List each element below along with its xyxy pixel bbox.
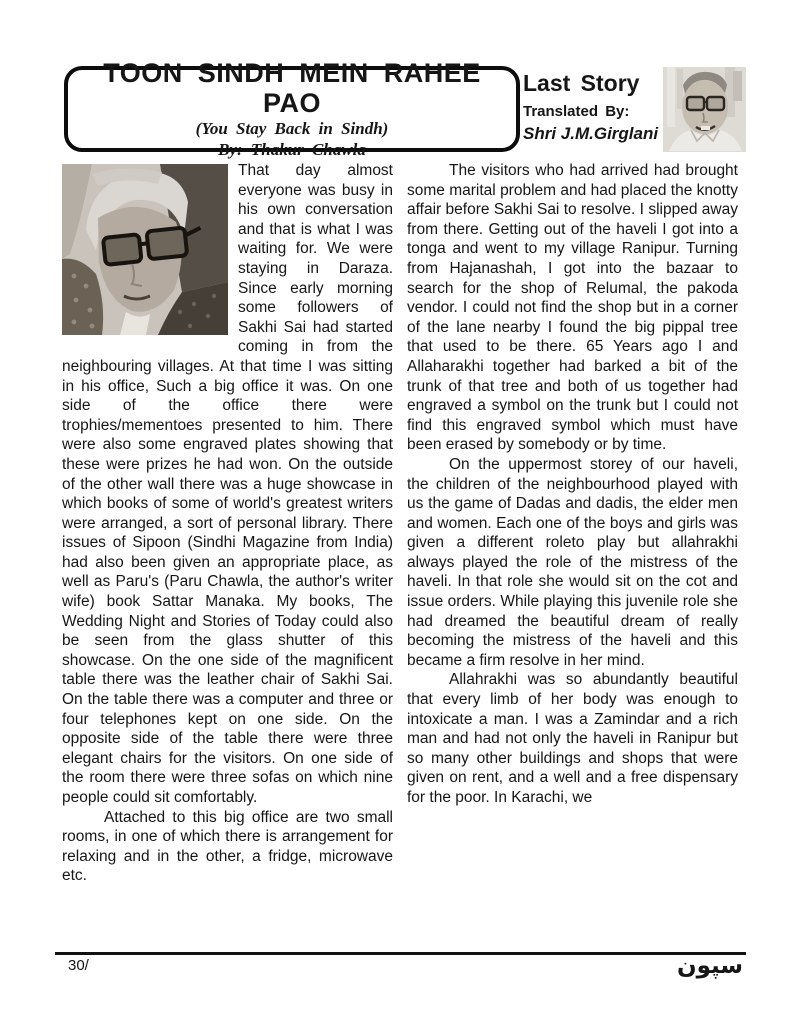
footer-divider [55, 952, 746, 955]
left-paragraph-1 [62, 161, 393, 808]
article-body [62, 161, 739, 886]
right-paragraph-1: The visitors who had arrived had brought some marital problem and had placed the knotty affair before Sakhi Sai to resolve. I slipped away from there. Getting out of the haveli I got into a tonga and went to my village Ranipur. Turning from Hajanashah, I got into the bazaar to search for the shop of Relumal, the pakoda vendor. I could not find the shop but in a corner of the lane nearby I found the big pippal tree that used to be there. 65 Years ago I and Allaharakhi together had barked a bit of the trunk of that tree and both of us together had engraved a symbol on the trunk but I could not find this engraved symbol which must have been erased by somebody or by time. [407, 162, 738, 454]
title-translation: (You Stay Back in Sindh) [195, 119, 389, 138]
left-paragraph-2: Attached to this big office are two small rooms, in one of which there is arrangement for relaxing and in the other, a fridge, microwave etc. [62, 808, 393, 885]
story-label: Last Story [523, 70, 640, 96]
translator-portrait-photo [663, 67, 746, 152]
left-column [62, 161, 393, 886]
right-column [407, 161, 738, 886]
translation-credit-block [523, 70, 663, 144]
author-portrait-photo [62, 164, 228, 335]
translator-name: Shri J.M.Girglani [523, 124, 659, 143]
right-paragraph-2: On the uppermost storey of our haveli, the children of the neighbourhood played with us the game of Dadas and dadis, the elder men and women. Each one of the boys and girls was given a different roleto play but allahrakhi always played the role of the mistress of the haveli. In that role she would sit on the cot and issue orders. While playing this juvenile role she had dreamed the beautiful dream of really becoming the mistress of the haveli and this became a firm resolve in her mind. [407, 455, 738, 669]
title-box [64, 58, 520, 159]
translated-by-label: Translated By: [523, 103, 630, 120]
page-title: TOON SINDH MEIN RAHEE PAO [103, 58, 481, 118]
author-byline: By: Thakur Chawla [218, 140, 366, 159]
magazine-title-sindhi: سپون [676, 953, 743, 979]
page-number: 30/ [68, 957, 89, 974]
right-paragraph-3: Allahrakhi was so abundantly beautiful that every limb of her body was enough to intoxicate a man. I was a Zamindar and a rich man and had not only the haveli in Ranipur but so many other buildings and shops that were given on rent, and a well and a free dispensary for the poor. In Karachi, we [407, 671, 738, 806]
left-paragraph-1-text: That day almost everyone was busy in his own conversation and that is what I was waiting for. We were staying in Daraza. Since early morning some followers of Sakhi Sai had started coming in from the neighbouring villages. At that time I was sitting in his office, Such a big office it was. On one side of the office there were trophies/mementoes presented to him. There were also some engraved plates showing that these were prizes he had won. On the outside of the other wall there was a huge showcase in which books of some of world's greatest writers were arranged, a sort of personal library. There issues of Sipoon (Sindhi Magazine from India) had also been given an appropriate place, as well as Paru's (Paru Chawla, the author's writer wife) book Sattar Manaka. My books, The Wedding Night and Stories of Today could also be seen from the glass shutter of this showcase. On the one side of the magnificent table there was the leather chair of Sakhi Sai. On the table there was a computer and three or four telephones kept on one side. On the opposite side of the table there were three elegant chairs for the visitors. On one side of the room there were three sofas on which nine people could sit comfortably. [62, 162, 393, 806]
